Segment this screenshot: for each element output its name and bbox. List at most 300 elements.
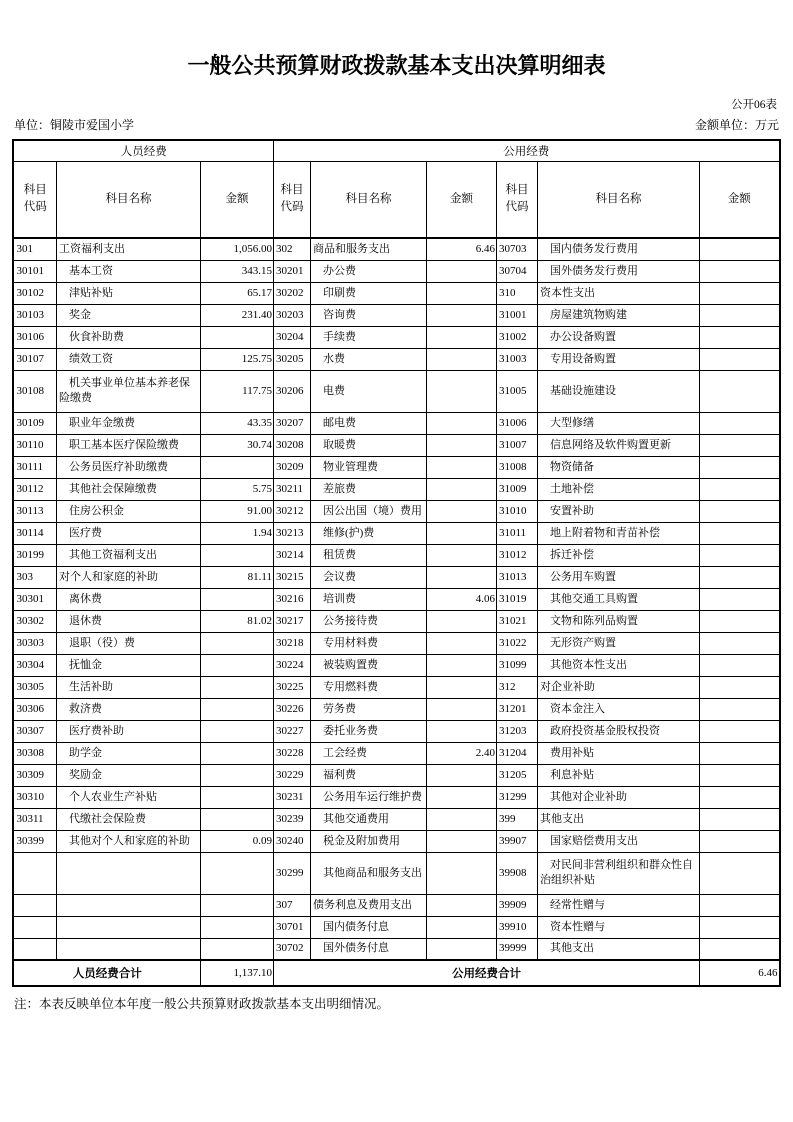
page-title: 一般公共预算财政拨款基本支出决算明细表 bbox=[187, 53, 606, 78]
subject-name-cell: 工资福利支出 bbox=[56, 238, 200, 260]
subject-name-cell: 培训费 bbox=[310, 588, 426, 610]
amount-cell bbox=[699, 412, 779, 434]
subject-code-cell: 30299 bbox=[273, 852, 310, 894]
column-header-row bbox=[13, 161, 779, 238]
subject-name-cell: 福利费 bbox=[310, 764, 426, 786]
subject-code-cell: 30208 bbox=[273, 434, 310, 456]
amount-cell bbox=[426, 654, 496, 676]
subject-code-cell: 30239 bbox=[273, 808, 310, 830]
subject-name-cell: 邮电费 bbox=[310, 412, 426, 434]
subject-code-cell: 30111 bbox=[13, 456, 56, 478]
subject-name-cell: 住房公积金 bbox=[56, 500, 200, 522]
subject-code-cell: 30305 bbox=[13, 676, 56, 698]
subject-name-cell: 费用补贴 bbox=[537, 742, 699, 764]
public-total-label: 公用经费合计 bbox=[273, 960, 699, 986]
amount-cell bbox=[699, 742, 779, 764]
footnote: 注：本表反映单位本年度一般公共预算财政拨款基本支出明细情况。 bbox=[14, 997, 390, 1011]
table-row bbox=[13, 830, 779, 852]
subject-name-cell: 拆迁补偿 bbox=[537, 544, 699, 566]
amount-cell: 81.02 bbox=[200, 610, 273, 632]
subject-code-cell: 30101 bbox=[13, 260, 56, 282]
subject-code-cell bbox=[13, 894, 56, 916]
amount-cell bbox=[200, 654, 273, 676]
subject-name-cell: 手续费 bbox=[310, 326, 426, 348]
amount-cell: 91.00 bbox=[200, 500, 273, 522]
subject-name-cell: 租赁费 bbox=[310, 544, 426, 566]
subject-code-cell: 31013 bbox=[496, 566, 537, 588]
subject-code-cell: 30217 bbox=[273, 610, 310, 632]
subject-name-cell: 经常性赠与 bbox=[537, 894, 699, 916]
subject-code-cell: 31007 bbox=[496, 434, 537, 456]
totals-row bbox=[13, 960, 779, 986]
table-header bbox=[13, 140, 779, 238]
amount-cell bbox=[426, 720, 496, 742]
amount-cell bbox=[200, 720, 273, 742]
subject-code-cell: 30209 bbox=[273, 456, 310, 478]
col-header-subject-name-3: 科目名称 bbox=[537, 161, 699, 238]
col-header-amount-1: 金额 bbox=[200, 161, 273, 238]
subject-name-cell: 国外债务发行费用 bbox=[537, 260, 699, 282]
subject-code-cell: 30302 bbox=[13, 610, 56, 632]
subject-code-cell: 31021 bbox=[496, 610, 537, 632]
table-row bbox=[13, 566, 779, 588]
table-row bbox=[13, 370, 779, 412]
amount-cell bbox=[200, 916, 273, 938]
amount-cell bbox=[426, 852, 496, 894]
subject-code-cell: 31022 bbox=[496, 632, 537, 654]
subject-code-cell: 30228 bbox=[273, 742, 310, 764]
subject-name-cell: 对企业补助 bbox=[537, 676, 699, 698]
subject-code-cell: 31019 bbox=[496, 588, 537, 610]
group-header-personnel: 人员经费 bbox=[13, 140, 273, 161]
subject-name-cell: 津贴补贴 bbox=[56, 282, 200, 304]
amount-cell bbox=[426, 698, 496, 720]
table-row bbox=[13, 852, 779, 894]
amount-cell bbox=[426, 500, 496, 522]
subject-code-cell: 30211 bbox=[273, 478, 310, 500]
table-row bbox=[13, 764, 779, 786]
col-header-subject-name-2: 科目名称 bbox=[310, 161, 426, 238]
subject-code-cell: 302 bbox=[273, 238, 310, 260]
amount-cell bbox=[699, 720, 779, 742]
amount-cell bbox=[200, 852, 273, 894]
subject-code-cell: 30224 bbox=[273, 654, 310, 676]
subject-code-cell: 30112 bbox=[13, 478, 56, 500]
subject-name-cell: 办公设备购置 bbox=[537, 326, 699, 348]
amount-cell bbox=[426, 938, 496, 960]
subject-code-cell: 39907 bbox=[496, 830, 537, 852]
amount-cell bbox=[426, 478, 496, 500]
subject-name-cell: 助学金 bbox=[56, 742, 200, 764]
table-row bbox=[13, 720, 779, 742]
subject-name-cell: 救济费 bbox=[56, 698, 200, 720]
personnel-total-label: 人员经费合计 bbox=[13, 960, 200, 986]
subject-name-cell: 土地补偿 bbox=[537, 478, 699, 500]
amount-cell bbox=[699, 566, 779, 588]
subject-name-cell: 离休费 bbox=[56, 588, 200, 610]
col-header-subject-code-1: 科目代码 bbox=[13, 161, 56, 238]
amount-cell bbox=[200, 326, 273, 348]
subject-name-cell: 差旅费 bbox=[310, 478, 426, 500]
subject-name-cell: 印刷费 bbox=[310, 282, 426, 304]
subject-name-cell: 取暖费 bbox=[310, 434, 426, 456]
subject-name-cell: 对个人和家庭的补助 bbox=[56, 566, 200, 588]
amount-cell bbox=[200, 588, 273, 610]
table-row bbox=[13, 588, 779, 610]
amount-cell bbox=[426, 566, 496, 588]
subject-code-cell: 30214 bbox=[273, 544, 310, 566]
public-total-amount: 6.46 bbox=[699, 960, 779, 986]
subject-name-cell: 职工基本医疗保险缴费 bbox=[56, 434, 200, 456]
amount-cell bbox=[200, 764, 273, 786]
amount-cell bbox=[699, 610, 779, 632]
subject-name-cell: 医疗费补助 bbox=[56, 720, 200, 742]
subject-name-cell: 水费 bbox=[310, 348, 426, 370]
table-row bbox=[13, 938, 779, 960]
subject-code-cell: 307 bbox=[273, 894, 310, 916]
amount-cell bbox=[699, 478, 779, 500]
table-row bbox=[13, 348, 779, 370]
subject-code-cell: 31009 bbox=[496, 478, 537, 500]
amount-cell bbox=[200, 786, 273, 808]
subject-name-cell: 其他交通工具购置 bbox=[537, 588, 699, 610]
subject-code-cell: 30226 bbox=[273, 698, 310, 720]
amount-cell bbox=[699, 282, 779, 304]
subject-code-cell: 30704 bbox=[496, 260, 537, 282]
subject-name-cell: 个人农业生产补贴 bbox=[56, 786, 200, 808]
amount-cell bbox=[699, 676, 779, 698]
subject-name-cell: 退职（役）费 bbox=[56, 632, 200, 654]
subject-name-cell: 信息网络及软件购置更新 bbox=[537, 434, 699, 456]
subject-name-cell: 其他社会保障缴费 bbox=[56, 478, 200, 500]
subject-name-cell: 其他交通费用 bbox=[310, 808, 426, 830]
amount-cell bbox=[426, 260, 496, 282]
subject-code-cell: 39910 bbox=[496, 916, 537, 938]
table-row bbox=[13, 544, 779, 566]
subject-name-cell: 安置补助 bbox=[537, 500, 699, 522]
subject-name-cell: 税金及附加费用 bbox=[310, 830, 426, 852]
amount-cell: 1,056.00 bbox=[200, 238, 273, 260]
subject-code-cell: 39908 bbox=[496, 852, 537, 894]
amount-cell bbox=[200, 544, 273, 566]
table-row bbox=[13, 282, 779, 304]
table-row bbox=[13, 698, 779, 720]
amount-cell bbox=[699, 370, 779, 412]
subject-name-cell: 无形资产购置 bbox=[537, 632, 699, 654]
amount-cell bbox=[426, 916, 496, 938]
amount-cell bbox=[426, 676, 496, 698]
amount-cell bbox=[699, 304, 779, 326]
subject-code-cell: 30703 bbox=[496, 238, 537, 260]
amount-cell bbox=[426, 808, 496, 830]
amount-cell bbox=[699, 238, 779, 260]
subject-code-cell: 399 bbox=[496, 808, 537, 830]
subject-name-cell: 国家赔偿费用支出 bbox=[537, 830, 699, 852]
subject-name-cell bbox=[56, 894, 200, 916]
subject-code-cell: 30308 bbox=[13, 742, 56, 764]
amount-cell bbox=[699, 456, 779, 478]
table-row bbox=[13, 326, 779, 348]
amount-cell bbox=[699, 916, 779, 938]
subject-code-cell: 30701 bbox=[273, 916, 310, 938]
amount-cell bbox=[699, 830, 779, 852]
table-code-label: 公开06表 bbox=[731, 99, 777, 111]
amount-cell bbox=[699, 434, 779, 456]
subject-code-cell: 30201 bbox=[273, 260, 310, 282]
subject-code-cell: 30311 bbox=[13, 808, 56, 830]
amount-cell bbox=[426, 412, 496, 434]
subject-name-cell: 地上附着物和青苗补偿 bbox=[537, 522, 699, 544]
subject-code-cell: 31299 bbox=[496, 786, 537, 808]
amount-cell: 125.75 bbox=[200, 348, 273, 370]
subject-code-cell: 30303 bbox=[13, 632, 56, 654]
amount-cell: 5.75 bbox=[200, 478, 273, 500]
subject-name-cell: 国内债务付息 bbox=[310, 916, 426, 938]
subject-code-cell: 312 bbox=[496, 676, 537, 698]
subject-code-cell: 30106 bbox=[13, 326, 56, 348]
amount-cell bbox=[699, 698, 779, 720]
amount-cell bbox=[200, 698, 273, 720]
subject-code-cell: 30114 bbox=[13, 522, 56, 544]
amount-cell bbox=[426, 764, 496, 786]
amount-cell bbox=[200, 742, 273, 764]
subject-code-cell: 30199 bbox=[13, 544, 56, 566]
amount-cell: 0.09 bbox=[200, 830, 273, 852]
subject-code-cell: 30306 bbox=[13, 698, 56, 720]
subject-name-cell: 其他资本性支出 bbox=[537, 654, 699, 676]
subject-code-cell: 30212 bbox=[273, 500, 310, 522]
amount-cell bbox=[200, 632, 273, 654]
subject-name-cell: 委托业务费 bbox=[310, 720, 426, 742]
table-row bbox=[13, 304, 779, 326]
subject-name-cell: 房屋建筑物购建 bbox=[537, 304, 699, 326]
amount-cell bbox=[699, 852, 779, 894]
subject-name-cell: 物业管理费 bbox=[310, 456, 426, 478]
subject-name-cell: 工会经费 bbox=[310, 742, 426, 764]
subject-code-cell: 30216 bbox=[273, 588, 310, 610]
amount-cell bbox=[426, 632, 496, 654]
subject-name-cell: 维修(护)费 bbox=[310, 522, 426, 544]
amount-cell bbox=[426, 522, 496, 544]
subject-code-cell: 31005 bbox=[496, 370, 537, 412]
subject-code-cell: 30213 bbox=[273, 522, 310, 544]
subject-name-cell: 生活补助 bbox=[56, 676, 200, 698]
subject-code-cell: 30304 bbox=[13, 654, 56, 676]
table-row bbox=[13, 522, 779, 544]
table-row bbox=[13, 610, 779, 632]
group-header-public: 公用经费 bbox=[273, 140, 779, 161]
subject-name-cell: 文物和陈列品购置 bbox=[537, 610, 699, 632]
subject-code-cell: 30240 bbox=[273, 830, 310, 852]
subject-name-cell: 抚恤金 bbox=[56, 654, 200, 676]
table-row bbox=[13, 654, 779, 676]
subject-code-cell: 31012 bbox=[496, 544, 537, 566]
subject-code-cell: 30202 bbox=[273, 282, 310, 304]
subject-name-cell: 对民间非营利组织和群众性自治组织补贴 bbox=[537, 852, 699, 894]
subject-code-cell: 31203 bbox=[496, 720, 537, 742]
amount-cell bbox=[699, 786, 779, 808]
subject-code-cell: 30107 bbox=[13, 348, 56, 370]
amount-cell bbox=[699, 348, 779, 370]
table-row bbox=[13, 478, 779, 500]
amount-cell bbox=[426, 830, 496, 852]
subject-code-cell: 30206 bbox=[273, 370, 310, 412]
subject-name-cell: 办公费 bbox=[310, 260, 426, 282]
subject-code-cell: 303 bbox=[13, 566, 56, 588]
amount-cell bbox=[200, 456, 273, 478]
subject-code-cell: 30702 bbox=[273, 938, 310, 960]
subject-code-cell: 301 bbox=[13, 238, 56, 260]
subject-name-cell: 基础设施建设 bbox=[537, 370, 699, 412]
subject-name-cell: 奖金 bbox=[56, 304, 200, 326]
subject-name-cell: 会议费 bbox=[310, 566, 426, 588]
subject-name-cell: 资本性赠与 bbox=[537, 916, 699, 938]
unit-label: 单位：铜陵市爱国小学 bbox=[14, 118, 135, 132]
amount-cell bbox=[699, 260, 779, 282]
subject-code-cell: 39909 bbox=[496, 894, 537, 916]
subject-name-cell: 奖励金 bbox=[56, 764, 200, 786]
subject-code-cell: 31099 bbox=[496, 654, 537, 676]
subject-code-cell: 31008 bbox=[496, 456, 537, 478]
subject-code-cell: 31204 bbox=[496, 742, 537, 764]
subject-name-cell: 绩效工资 bbox=[56, 348, 200, 370]
table-row bbox=[13, 238, 779, 260]
subject-code-cell: 30227 bbox=[273, 720, 310, 742]
table-row bbox=[13, 742, 779, 764]
personnel-total-amount: 1,137.10 bbox=[200, 960, 273, 986]
meta-line bbox=[0, 112, 793, 139]
subject-code-cell: 39999 bbox=[496, 938, 537, 960]
amount-cell bbox=[699, 326, 779, 348]
subject-code-cell: 31003 bbox=[496, 348, 537, 370]
amount-cell bbox=[699, 764, 779, 786]
table-row bbox=[13, 676, 779, 698]
amount-cell bbox=[699, 588, 779, 610]
subject-code-cell: 30205 bbox=[273, 348, 310, 370]
amount-cell bbox=[200, 808, 273, 830]
subject-code-cell: 30103 bbox=[13, 304, 56, 326]
amount-cell: 6.46 bbox=[426, 238, 496, 260]
subject-code-cell: 30225 bbox=[273, 676, 310, 698]
subject-name-cell: 公务员医疗补助缴费 bbox=[56, 456, 200, 478]
col-header-subject-code-2: 科目代码 bbox=[273, 161, 310, 238]
amount-cell bbox=[200, 938, 273, 960]
subject-code-cell: 31006 bbox=[496, 412, 537, 434]
subject-name-cell: 医疗费 bbox=[56, 522, 200, 544]
subject-name-cell: 劳务费 bbox=[310, 698, 426, 720]
subject-code-cell: 31002 bbox=[496, 326, 537, 348]
amount-cell bbox=[426, 348, 496, 370]
amount-cell bbox=[426, 304, 496, 326]
col-header-amount-2: 金额 bbox=[426, 161, 496, 238]
subject-code-cell: 30108 bbox=[13, 370, 56, 412]
subject-name-cell: 其他对企业补助 bbox=[537, 786, 699, 808]
subject-code-cell: 30231 bbox=[273, 786, 310, 808]
amount-cell bbox=[699, 938, 779, 960]
amount-cell: 2.40 bbox=[426, 742, 496, 764]
amount-cell bbox=[699, 522, 779, 544]
table-footer bbox=[13, 960, 779, 986]
subject-name-cell: 物资储备 bbox=[537, 456, 699, 478]
amount-cell bbox=[699, 654, 779, 676]
subject-name-cell: 资本金注入 bbox=[537, 698, 699, 720]
amount-cell: 117.75 bbox=[200, 370, 273, 412]
subject-name-cell bbox=[56, 852, 200, 894]
amount-cell: 43.35 bbox=[200, 412, 273, 434]
table-row bbox=[13, 260, 779, 282]
subject-code-cell: 310 bbox=[496, 282, 537, 304]
subject-name-cell: 因公出国（境）费用 bbox=[310, 500, 426, 522]
amount-cell: 1.94 bbox=[200, 522, 273, 544]
subject-name-cell: 公务用车购置 bbox=[537, 566, 699, 588]
amount-cell bbox=[426, 282, 496, 304]
subject-code-cell: 30113 bbox=[13, 500, 56, 522]
amount-cell bbox=[699, 500, 779, 522]
subject-code-cell: 30109 bbox=[13, 412, 56, 434]
subject-name-cell: 其他对个人和家庭的补助 bbox=[56, 830, 200, 852]
subject-code-cell: 31201 bbox=[496, 698, 537, 720]
amount-cell bbox=[426, 370, 496, 412]
amount-cell bbox=[426, 434, 496, 456]
amount-cell bbox=[699, 544, 779, 566]
subject-name-cell: 利息补贴 bbox=[537, 764, 699, 786]
subject-code-cell: 30102 bbox=[13, 282, 56, 304]
subject-code-cell: 30301 bbox=[13, 588, 56, 610]
subject-code-cell: 30110 bbox=[13, 434, 56, 456]
subject-name-cell bbox=[56, 938, 200, 960]
amount-cell bbox=[200, 894, 273, 916]
subject-name-cell: 伙食补助费 bbox=[56, 326, 200, 348]
subject-name-cell: 基本工资 bbox=[56, 260, 200, 282]
subject-code-cell: 30204 bbox=[273, 326, 310, 348]
table-row bbox=[13, 916, 779, 938]
col-header-amount-3: 金额 bbox=[699, 161, 779, 238]
subject-name-cell: 专用材料费 bbox=[310, 632, 426, 654]
subject-name-cell: 债务利息及费用支出 bbox=[310, 894, 426, 916]
subject-code-cell bbox=[13, 852, 56, 894]
table-row bbox=[13, 500, 779, 522]
amount-cell bbox=[699, 632, 779, 654]
table-row bbox=[13, 434, 779, 456]
subject-name-cell: 职业年金缴费 bbox=[56, 412, 200, 434]
subject-name-cell bbox=[56, 916, 200, 938]
subject-code-cell: 30310 bbox=[13, 786, 56, 808]
expenditure-table bbox=[12, 139, 780, 987]
amount-cell: 65.17 bbox=[200, 282, 273, 304]
amount-cell: 30.74 bbox=[200, 434, 273, 456]
subject-name-cell: 其他支出 bbox=[537, 808, 699, 830]
subject-code-cell: 30399 bbox=[13, 830, 56, 852]
table-row bbox=[13, 808, 779, 830]
subject-name-cell: 代缴社会保险费 bbox=[56, 808, 200, 830]
subject-code-cell: 31011 bbox=[496, 522, 537, 544]
table-row bbox=[13, 412, 779, 434]
subject-code-cell: 30218 bbox=[273, 632, 310, 654]
subject-code-cell: 30229 bbox=[273, 764, 310, 786]
group-header-row bbox=[13, 140, 779, 161]
subject-name-cell: 专用燃料费 bbox=[310, 676, 426, 698]
amount-cell bbox=[426, 544, 496, 566]
subject-name-cell: 国内债务发行费用 bbox=[537, 238, 699, 260]
subject-name-cell: 国外债务付息 bbox=[310, 938, 426, 960]
subject-name-cell: 其他商品和服务支出 bbox=[310, 852, 426, 894]
amount-cell: 231.40 bbox=[200, 304, 273, 326]
subject-name-cell: 电费 bbox=[310, 370, 426, 412]
amount-cell bbox=[426, 610, 496, 632]
subject-code-cell bbox=[13, 938, 56, 960]
subject-code-cell bbox=[13, 916, 56, 938]
subject-code-cell: 30203 bbox=[273, 304, 310, 326]
